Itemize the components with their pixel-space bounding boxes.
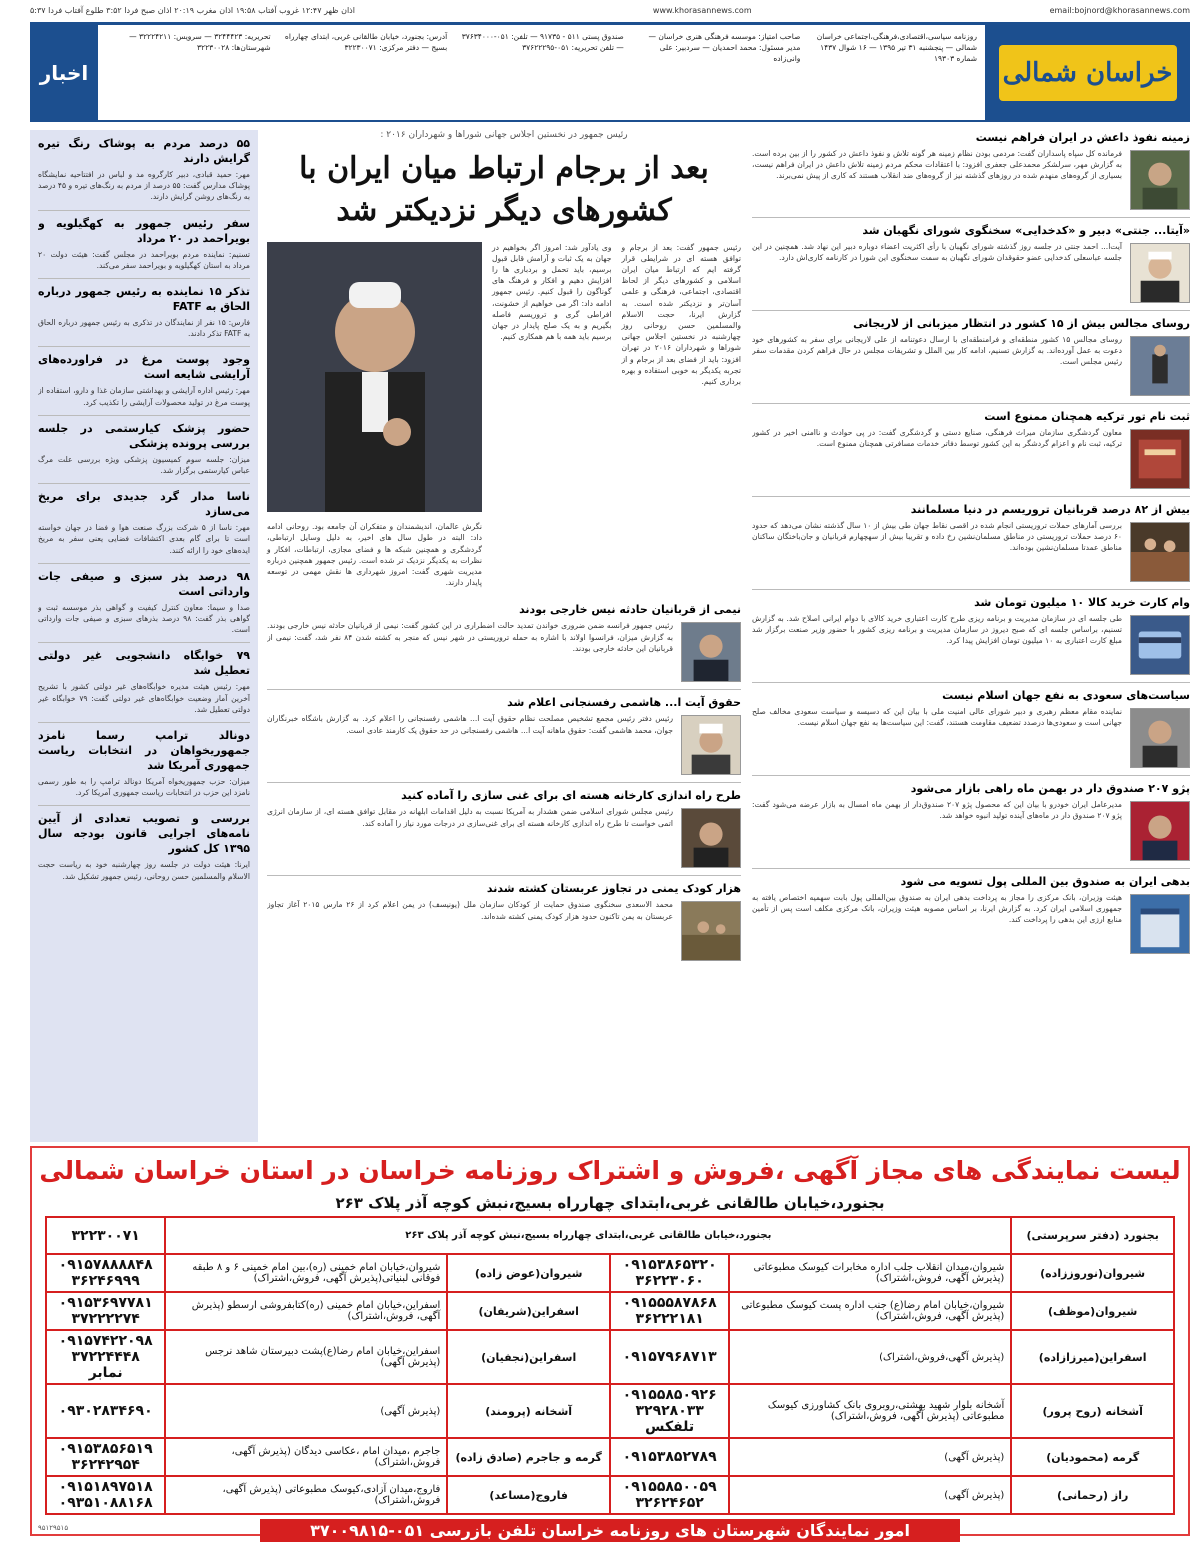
agency-address: شیروان،میدان انقلاب جلب اداره مخابرات کیوسک مطبوعاتی (پذیرش آگهی، فروش،اشتراک) (729, 1254, 1011, 1292)
agency-city: فاروج(مساعد) (447, 1476, 610, 1514)
news-photo (1130, 429, 1190, 489)
news-title[interactable]: ۹۸ درصد بذر سبزی و صیفی جات وارداتی است (38, 569, 250, 598)
agency-city: راز (رحمانی) (1011, 1476, 1174, 1514)
news-item (752, 502, 1190, 582)
news-item (38, 489, 250, 556)
ad-code: ۹۵۱۲۹۵۱۵ (38, 1524, 69, 1532)
news-body: هیئت وزیران، بانک مرکزی را مجاز به پرداخت بدهی ایران به صندوق بین‌المللی پول بابت سهمیه اختصاص یافته به جمهوری اسلامی ایران کرد. به گزارش ایرنا، بر اساس مصوبه هیئت وزیران، بانک مرکزی مکلف است پس از تأمین منابع ارزی این بدهی را پرداخت کند. (752, 893, 1122, 925)
main-story (267, 130, 741, 968)
news-item (38, 728, 250, 798)
masthead-info-3: صندوق پستی ۵۱۱ - ۹۱۷۳۵ — تلفن: ۰۵۱-۳۷۶۳۴۰۰۰ — تلفن تحریریه: ۰۵۱-۳۷۶۲۲۲۹۵ (461, 32, 624, 52)
news-item (38, 569, 250, 636)
news-title[interactable]: دونالد ترامپ رسما نامزد جمهوریخواهان در انتخابات ریاست جمهوری آمریکا شد (38, 729, 250, 773)
agency-phone: ۳۲۲۳۰۰۷۱ (46, 1217, 165, 1254)
masthead-info-2: صاحب امتیاز: موسسه فرهنگی هنری خراسان — مدیر مسئول: محمد احمدیان — سردبیر: علی وانی‌زاده (648, 32, 801, 63)
agency-city: آشخانه (پرومند) (447, 1384, 610, 1438)
table-row (46, 1330, 1174, 1384)
agency-phone: ۰۹۱۵۳۸۵۲۷۸۹ (610, 1438, 729, 1476)
mid-news-list (267, 602, 741, 961)
news-body: صدا و سیما: معاون کنترل کیفیت و گواهی بذر موسسه ثبت و گواهی بذر گفت: ۹۸ درصد بذرهای سبزی و صیفی جات وارداتی است. (38, 602, 250, 635)
story-body (267, 242, 741, 589)
news-title[interactable]: هزار کودک یمنی در تجاوز عربستان کشته شدند (486, 882, 741, 896)
news-body: ایرنا: هیئت دولت در جلسه روز چهارشنبه خود به ریاست حجت الاسلام والمسلمین حسن روحانی، رئیس جمهور تشکیل شد. (38, 860, 250, 881)
news-item (38, 352, 250, 407)
news-item (267, 788, 741, 868)
agency-address: (پذیرش آگهی) (165, 1384, 447, 1438)
agency-address: (پذیرش آگهی) (729, 1438, 1011, 1476)
email-link[interactable]: email:bojnord@khorasannews.com (1049, 6, 1190, 15)
agency-city: شیروان(عوض زاده) (447, 1254, 610, 1292)
top-strip (30, 6, 1190, 20)
news-photo (1130, 708, 1190, 768)
news-photo (681, 808, 741, 868)
agency-address: آشخانه بلوار شهید بهشتی،روبروی بانک کشاورزی کیوسک مطبوعاتی (پذیرش آگهی، فروش،اشتراک) (729, 1384, 1011, 1438)
agency-address: شیروان،خیابان امام رضا(ع) جنب اداره پست کیوسک مطبوعاتی (پذیرش آگهی، فروش،اشتراک) (729, 1292, 1011, 1330)
agency-city: شیروان(نوروززاده) (1011, 1254, 1174, 1292)
news-body: بررسی آمارهای حملات تروریستی انجام شده در اقصی نقاط جهان طی بیش از ۱۰ سال گذشته نشان می‌دهد که حدود ۶۰ درصد حملات تروریستی در مناطق مسلمان‌نشین رخ داده و تقریبا بیش از سهچهارم قربانیان و جان‌باختگان ساکنان مناطق عمدتا مسلمان‌نشین بوده‌اند. (752, 521, 1123, 553)
agency-city: بجنورد (دفتر سرپرستی) (1011, 1217, 1174, 1254)
news-body: فارس: ۱۵ نفر از نمایندگان در تذکری به رئیس جمهور درباره الحاق به FATF تذکر دادند. (38, 318, 250, 339)
agency-city: گرمه و جاجرم (صادق زاده) (447, 1438, 610, 1476)
agency-city: آشخانه (روح پرور) (1011, 1384, 1174, 1438)
logo (985, 25, 1190, 120)
news-item (38, 811, 250, 881)
agency-advertisement (30, 1146, 1190, 1540)
agency-city: اسفراین(میرزازاده) (1011, 1330, 1174, 1384)
masthead-info-1: روزنامه سیاسی،اقتصادی،فرهنگی،اجتماعی خراسان شمالی — پنجشنبه ۳۱ تیر ۱۳۹۵ — ۱۶ شوال ۱۴۳۷ شماره ۱۹۳۰۳ (816, 32, 977, 63)
agency-phone: ۰۹۱۵۵۵۸۷۸۶۸ ۳۶۲۲۲۱۸۱ (610, 1292, 729, 1330)
news-title[interactable]: بیش از ۸۲ درصد قربانیان تروریسم در دنیا مسلمانند (910, 503, 1190, 516)
news-title[interactable]: سیاست‌های سعودی به نفع جهان اسلام نیست (942, 689, 1190, 702)
news-photo (1130, 522, 1190, 582)
news-title[interactable]: نیمی از قربانیان حادثه نیس خارجی بودند (519, 603, 741, 617)
news-title[interactable]: ناسا مدار گرد جدیدی برای مریخ می‌سازد (38, 490, 250, 519)
masthead-info-5: تحریریه: ۳۲۴۴۴۲۳ — سرویس: ۳۲۲۲۴۲۱۱ — شهرستان‌ها: ۳۲۲۳۰۰۲۸ (129, 32, 271, 52)
news-photo (1130, 894, 1190, 954)
agency-phone: ۰۹۱۵۷۸۸۸۸۴۸ ۳۶۲۴۶۹۹۹ (46, 1254, 165, 1292)
news-body: مهر: ناسا از ۵ شرکت بزرگ صنعت هوا و فضا در جهان خواسته است تا برای گام بعدی اکتشافات فضایی یعنی سفر به مریخ ایده‌های خود را ارائه کنند. (38, 523, 250, 555)
news-item (267, 881, 741, 961)
news-body: نماینده مقام معظم رهبری و دبیر شورای عالی امنیت ملی با بیان این که دسیسه و سیاست سعودی مخالف صلح جهانی است و سعودی‌ها درصدد تضعیف مقاومت هستند، گفت: این سیاست‌ها به نفع جهان اسلام نیست. (752, 707, 1122, 728)
story-text-col-2: وی یادآور شد: امروز اگر بخواهیم در جهان به یک ثبات و آرامش قابل قبول برسیم، باید تحمل و بردباری ها را افزایش دهیم و افکار و فرهنگ های گوناگون را قبول کنیم. رئیس جمهور ادامه داد: اگر می خواهیم از خشونت، افراطی گری و تروریسم فاصله بگیریم و به یک صلح پایدار در جهان برسیم باید همه با هم همکاری کنیم. (492, 242, 612, 342)
news-body: میزان: جلسه سوم کمیسیون پزشکی ویژه بررسی علت مرگ عباس کیارستمی برگزار شد. (38, 454, 250, 476)
masthead (30, 22, 1190, 122)
news-photo (1130, 615, 1190, 675)
agency-city: اسفراین(شریفان) (447, 1292, 610, 1330)
agency-address: جاجرم ،میدان امام ،عکاسی دیدگان (پذیرش آگهی، فروش،اشتراک) (165, 1438, 447, 1476)
agency-phone: ۰۹۱۵۱۸۹۷۵۱۸ ۰۹۳۵۱۰۸۸۱۶۸ (46, 1476, 165, 1514)
table-row (46, 1292, 1174, 1330)
agency-city: شیروان(موظف) (1011, 1292, 1174, 1330)
news-title[interactable]: حضور پزشک کیارستمی در جلسه بررسی پرونده پزشکی (38, 421, 250, 450)
left-column (30, 130, 258, 1142)
agency-city: اسفراین(نجفیان) (447, 1330, 610, 1384)
news-photo (681, 901, 741, 961)
story-text-col-3: نگرش عالمان، اندیشمندان و متفکران آن جامعه بود. روحانی ادامه داد: البته در طول سال های اخیر، به دلیل وسایل ارتباطی، گردشگری و همچنین شبکه ها و فضای مجازی، ارتباطات، افکار و نظرات به یکدیگر نزدیک تر شده است. رئیس جمهور همچنین درباره مدیریت شهری گفت: امروز شهرداری ها نقش مهمی در توسعه پایدار دارند. (267, 522, 482, 588)
news-title[interactable]: سفر رئیس جمهور به کهگیلویه و بویراحمد در ۲۰ مرداد (38, 216, 250, 245)
news-title[interactable]: ثبت نام تور ترکیه همچنان ممنوع است (984, 410, 1190, 423)
ad-footer: امور نمایندگان شهرستان های روزنامه خراسان تلفن بازرسی ۰۵۱-۳۷۰۰۹۸۱۵ (260, 1519, 960, 1542)
news-title[interactable]: طرح راه اندازی کارخانه هسته ای برای غنی سازی را آماده کنید (401, 789, 741, 803)
news-body: محمد الاسعدی سخنگوی صندوق حمایت از کودکان سازمان ملل (یونیسف) در یمن اعلام کرد از ۲۶ مارس ۲۰۱۵ آغاز تجاوز عربستان به یمن تاکنون حدود هزار کودک یمنی کشته شده‌اند. (267, 900, 673, 921)
news-item (38, 648, 250, 715)
logo-text: خراسان شمالی (1002, 57, 1173, 88)
news-item (752, 409, 1190, 489)
news-body: تسنیم: نماینده مردم بویراحمد در مجلس گفت: هیئت دولت ۲۰ مرداد به استان کهگیلویه و بویراحمد سفر می‌کند. (38, 249, 250, 270)
news-title[interactable]: روسای مجالس بیش از ۱۵ کشور در انتظار میزبانی از لاریجانی (853, 317, 1190, 330)
news-title[interactable]: «آیتا... جنتی» دبیر و «کدخدایی» سخنگوی شورای نگهبان شد (862, 224, 1190, 237)
agency-address: اسفراین،خیابان امام رضا(ع)پشت دبیرستان شاهد نرجس (پذیرش آگهی) (165, 1330, 447, 1384)
news-item (752, 688, 1190, 768)
news-title[interactable]: پژو ۲۰۷ صندوق دار در بهمن ماه راهی بازار می‌شود (910, 782, 1190, 795)
news-title[interactable]: وجود پوست مرغ در فراورده‌های آرایشی شایعه است (38, 353, 250, 382)
agency-address: (پذیرش آگهی) (729, 1476, 1011, 1514)
story-headline[interactable]: بعد از برجام ارتباط میان ایران با کشورهای دیگر نزدیکتر شد (299, 150, 709, 228)
news-body: مهر: رئیس هیئت مدیره خوابگاه‌های غیر دولتی کشور با تشریح آخرین آمار وضعیت خوابگاه‌های غیر دولتی گفت: ۷۹ خوابگاه غیر دولتی تعطیل شد. (38, 682, 250, 714)
news-photo (1130, 243, 1190, 303)
ad-address: بجنورد،خیابان طالقانی غربی،ابتدای چهارراه بسیج،نبش کوچه آذر پلاک ۲۶۳ (335, 1194, 885, 1212)
news-photo (1130, 336, 1190, 396)
main-photo (267, 242, 482, 512)
story-kicker: رئیس جمهور در نخستین اجلاس جهانی شوراها و شهرداران ۲۰۱۶ : (380, 130, 628, 140)
news-body: رئیس جمهور فرانسه ضمن ضروری خواندن تمدید حالت اضطراری در این کشور گفت: نیمی از قربانیان حادثه نیس خارجی بودند. به گزارش میزان، فرانسوا اولاند با اشاره به حمله تروریستی در شهر نیس که منجر به کشته شدن ۸۴ نفر شد، گفت: نیمی از قربانیان این حادثه خارجی بودند. (267, 621, 673, 653)
news-body: رئیس دفتر رئیس مجمع تشخیص مصلحت نظام حقوق آیت ا... هاشمی رفسنجانی را اعلام کرد. به گزارش باشگاه خبرنگاران جوان، محمد هاشمی گفت: حقوق ماهانه آیت ا... هاشمی رفسنجانی در حد حقوق یک کارمند عادی است. (267, 714, 673, 735)
news-body: مهر: رئیس اداره آرایشی و بهداشتی سازمان غذا و دارو، استفاده از پوست مرغ در تولید محصولات آرایشی را تکذیب کرد. (38, 386, 250, 407)
masthead-info-4: آدرس: بجنورد، خیابان طالقانی غربی، ابتدای چهارراه بسیج — دفتر مرکزی: ۳۲۲۳۰۰۷۱ (284, 32, 448, 52)
news-body: روسای مجالس ۱۵ کشور منطقه‌ای و فرامنطقه‌ای با ارسال دعوتنامه از علی لاریجانی برای سفر به کشورهای خود دعوت به عمل آورده‌اند. به گزارش تسنیم، ادامه کار بین الملل و تشریفات مجلس در حال فراهم کردن مقدمات سفر رئیس مجلس است. (752, 335, 1122, 367)
table-row (46, 1476, 1174, 1514)
news-title[interactable]: ۷۹ خوابگاه دانشجویی غیر دولتی تعطیل شد (38, 649, 250, 678)
agency-phone: ۰۹۱۵۳۸۵۶۵۱۹ ۳۶۲۴۲۹۵۴ (46, 1438, 165, 1476)
agency-phone: ۰۹۱۵۵۸۵۰۰۵۹ ۳۲۶۲۴۶۵۲ (610, 1476, 729, 1514)
masthead-info (98, 25, 985, 120)
agency-phone: ۰۹۳۰۲۸۳۴۶۹۰ (46, 1384, 165, 1438)
news-item (267, 695, 741, 775)
agency-phone: ۰۹۱۵۳۸۶۵۳۲۰ ۳۶۲۲۳۰۶۰ (610, 1254, 729, 1292)
news-body: مدیرعامل ایران خودرو با بیان این که محصول پژو ۲۰۷ صندوق‌دار از بهمن ماه امسال به بازار عرضه می‌شود گفت: پژو ۲۰۷ صندوق دار در ماه‌های آینده تولید انبوه خواهد شد. (752, 800, 1122, 821)
section-label: اخبار (30, 25, 98, 120)
news-item (38, 421, 250, 476)
website-link[interactable]: www.khorasannews.com (652, 6, 752, 15)
news-body: رئیس مجلس شورای اسلامی ضمن هشدار به آمریکا نسبت به دلیل اقدامات ابلهانه در مقابل توافق هسته ای، از سازمان انرژی اتمی خواست تا طرح راه اندازی کارخانه هسته ای برای غنی‌سازی در درجات مورد نیاز را آماده کند. (267, 807, 673, 828)
agency-address: اسفراین،خیابان امام خمینی (ره)کتابفروشی ارسطو (پذیرش آگهی، فروش،اشتراک) (165, 1292, 447, 1330)
news-item (752, 316, 1190, 396)
agency-address: بجنورد،خیابان طالقانی غربی،ابتدای چهارراه بسیج،نبش کوچه آذر پلاک ۲۶۳ (165, 1217, 1011, 1254)
news-body: میزان: حزب جمهوریخواه آمریکا دونالد ترامپ را به طور رسمی نامزد این حزب در انتخابات ریاست جمهوری آمریکا کرد. (38, 777, 250, 798)
table-row (46, 1384, 1174, 1438)
table-row (46, 1217, 1174, 1254)
news-item (752, 781, 1190, 861)
news-item (38, 136, 250, 203)
news-item (752, 130, 1190, 210)
news-body: آیت‌ا... احمد جنتی در جلسه روز گذشته شورای نگهبان با رأی اکثریت اعضاء دوباره دبیر این نهاد شد. همچنین در این جلسه عباسعلی کدخدایی عضو حقوقدان شورای نگهبان به سمت سخنگوی این شورا در کارنامه کاری‌اش دارد. (752, 242, 1122, 263)
agency-address: فاروج،میدان آزادی،کیوسک مطبوعاتی (پذیرش آگهی، فروش،اشتراک) (165, 1476, 447, 1514)
news-body: مهر: حمید قبادی، دبیر کارگروه مد و لباس در افتتاحیه نمایشگاه پوشاک مدارس گفت: ۵۵ درصد از مردم به رنگ‌های تیره و ۴۵ درصد به رنگ‌های روشن گرایش دارند. (38, 170, 250, 202)
agency-address: شیروان،خیابان امام خمینی (ره)،بین امام خمینی ۶ و ۸ طبقه فوقانی لبنیاتی(پذیرش آگهی، فروش،اشتراک) (165, 1254, 447, 1292)
agency-city: گرمه (محمودیان) (1011, 1438, 1174, 1476)
news-item (38, 216, 250, 271)
story-text-col-1: رئیس جمهور گفت: بعد از برجام و توافق هسته ای در شرایطی قرار گرفته ایم که ارتباط میان ایران اسلامی و کشورهای دیگر از لحاظ اقتصادی، اجتماعی، فرهنگی و علمی آسان‌تر و نزدیکتر شده است. به گزارش ایرنا، حجت الاسلام والمسلمین حسن روحانی روز چهارشنبه در نخستین اجلاس جهانی شوراها و شهرداران ۲۰۱۶ در تهران افزود: باید از فضای بعد از برجام و از تجربه یکدیگر به خوبی استفاده و بهره برداری کنیم. (621, 242, 741, 387)
news-photo (681, 622, 741, 682)
news-body: طی جلسه ای در سازمان مدیریت و برنامه ریزی طرح کارت اعتباری خرید کالای با دوام ایرانی اصلاح شد. به گزارش تسنیم، براساس جلسه ای که صبح دیروز در سازمان مدیریت و برنامه ریزی کشور با حضور وزیر صنعت برگزار شد مبلغ کارت اعتباری به ۱۰ میلیون تومان افزایش پیدا کرد. (752, 614, 1122, 646)
agency-phone: ۰۹۱۵۷۹۶۸۷۱۳ (610, 1330, 729, 1384)
news-photo (1130, 801, 1190, 861)
agency-phone: ۰۹۱۵۷۴۲۲۰۹۸ ۳۷۲۲۴۴۴۸ نمابر (46, 1330, 165, 1384)
news-photo (681, 715, 741, 775)
news-item (267, 602, 741, 682)
news-item (752, 874, 1190, 954)
table-row (46, 1438, 1174, 1476)
agency-table (45, 1216, 1175, 1515)
news-body: معاون گردشگری سازمان میراث فرهنگی، صنایع دستی و گردشگری گفت: در پی حوادث و ناامنی اخیر در کشور ترکیه، ثبت نام و اعزام گردشگر به این کشور توسط دفاتر خدمات مسافرتی همچنان ممنوع است. (752, 428, 1122, 449)
news-title[interactable]: زمینه نفوذ داعش در ایران فراهم نیست (975, 131, 1190, 144)
news-item (752, 595, 1190, 675)
table-row (46, 1254, 1174, 1292)
story-photo-block (267, 242, 482, 589)
right-column (752, 130, 1190, 961)
agency-phone: ۰۹۱۵۳۶۹۷۷۸۱ ۳۷۲۲۲۲۷۴ (46, 1292, 165, 1330)
prayer-times: اذان ظهر ۱۲:۴۷ غروب آفتاب ۱۹:۵۸ اذان مغرب ۲۰:۱۹ اذان صبح فردا ۳:۵۲ طلوع آفتاب فردا ۵:۳۷ (30, 6, 355, 15)
news-title[interactable]: ۵۵ درصد مردم به پوشاک رنگ تیره گرایش دارند (38, 137, 250, 165)
news-title[interactable]: بدهی ایران به صندوق بین المللی پول تسویه می شود (900, 875, 1190, 888)
news-photo (1130, 150, 1190, 210)
news-title[interactable]: بررسی و تصویب تعدادی از آیین نامه‌های اجرایی قانون بودجه سال ۱۳۹۵ کل کشور (38, 812, 250, 856)
news-title[interactable]: تذکر ۱۵ نماینده به رئیس جمهور درباره الحاق به FATF (38, 285, 250, 314)
agency-phone: ۰۹۱۵۵۸۵۰۹۲۶ ۳۲۹۲۸۰۳۳ تلفکس (610, 1384, 729, 1438)
news-item (752, 223, 1190, 303)
news-body: فرمانده کل سپاه پاسداران گفت: مردمی بودن نظام زمینه هر گونه تلاش و نفوذ داعش در کشور را از بین برده است. به گزارش مهر، سرلشکر محمدعلی جعفری افزود: با اعتقادات محکم مردم زمینه تلاش داعش در ایران فراهم نیست، بسیاری از گروه‌های منهدم شده در روزهای گذشته نیز از گروه‌های ضد انقلاب هستند که کاری از پیش نمی‌برند. (752, 149, 1122, 181)
news-title[interactable]: حقوق آیت ا... هاشمی رفسنجانی اعلام شد (507, 696, 741, 710)
news-item (38, 284, 250, 339)
agency-address: (پذیرش آگهی،فروش،اشتراک) (729, 1330, 1011, 1384)
news-title[interactable]: وام کارت خرید کالا ۱۰ میلیون تومان شد (974, 596, 1190, 609)
ad-title: لیست نمایندگی های مجاز آگهی ،فروش و اشتراک روزنامه خراسان در استان خراسان شمالی (39, 1156, 1181, 1185)
